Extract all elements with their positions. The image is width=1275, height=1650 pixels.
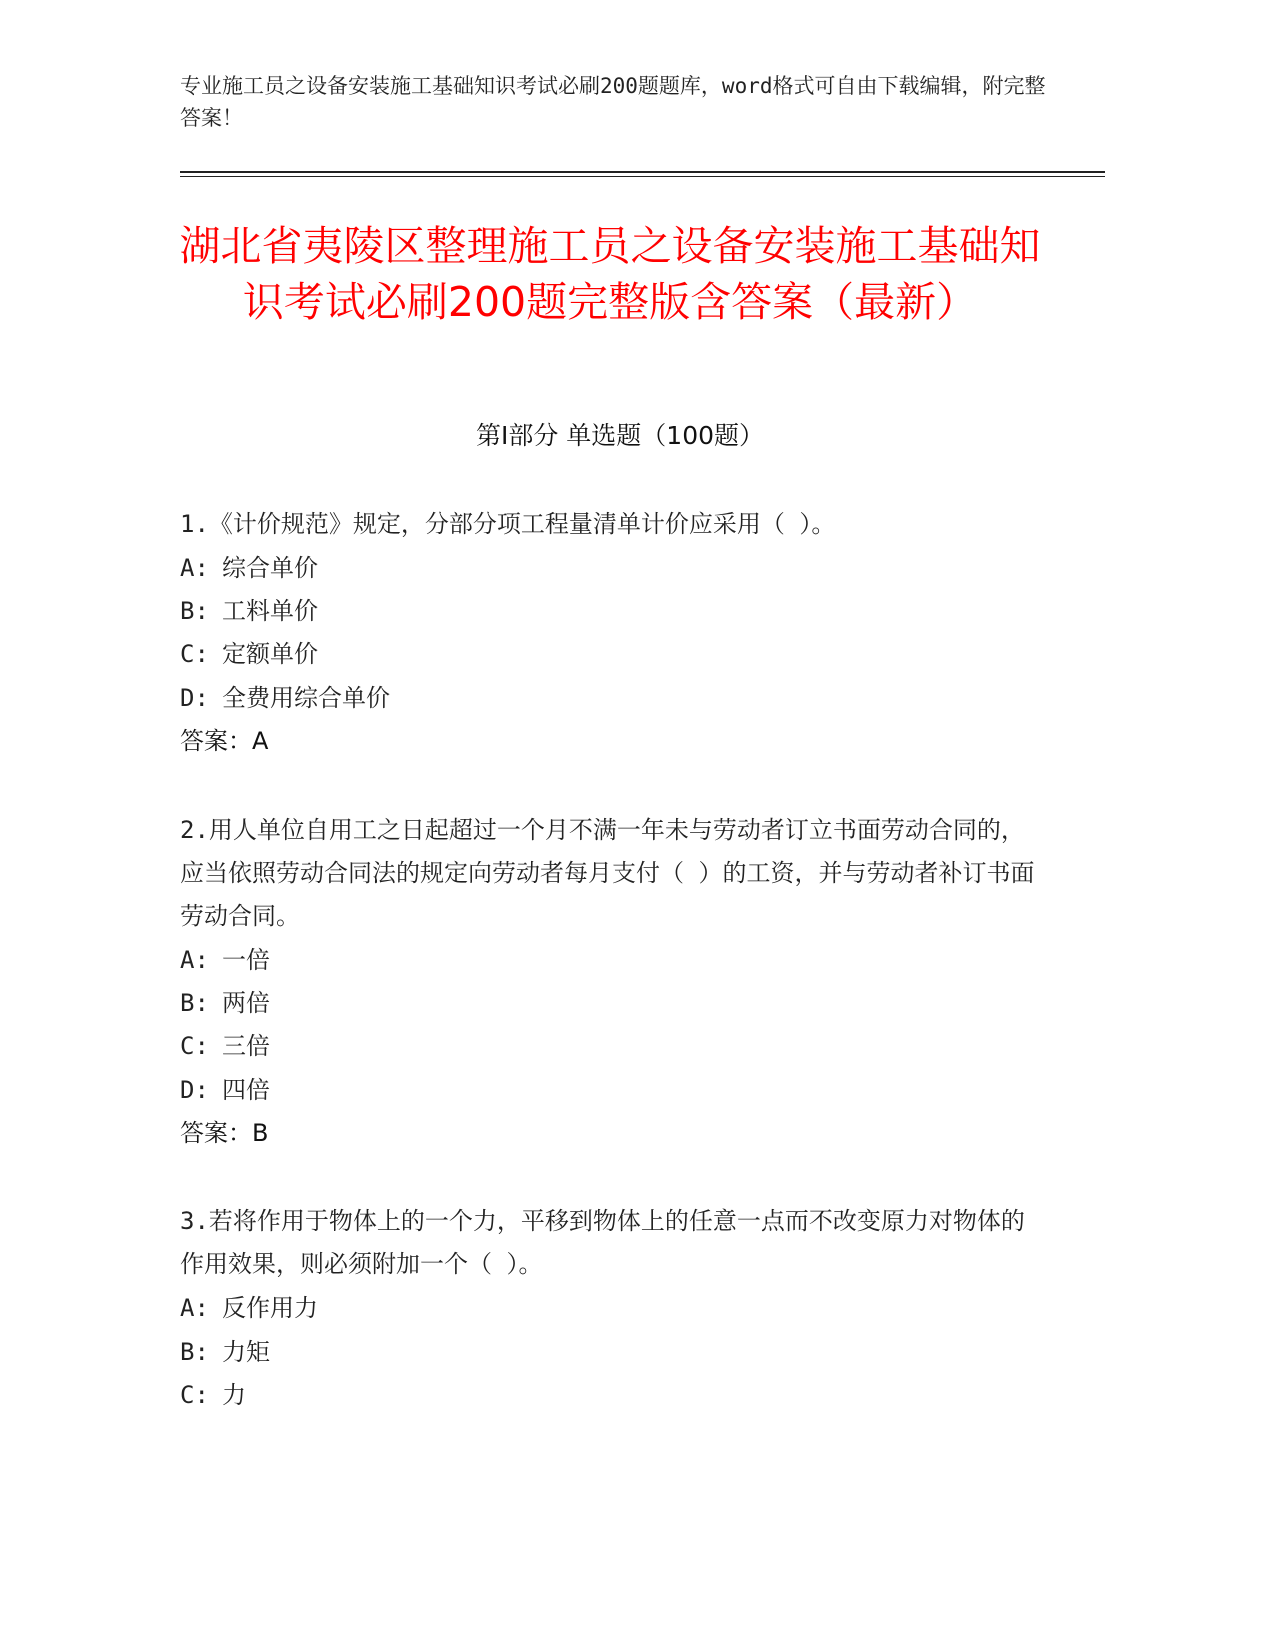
question-text: 3.若将作用于物体上的一个力，平移到物体上的任意一点而不改变原力对物体的作用效果，则必须附加一个（ ）。 xyxy=(180,1207,1025,1278)
option-letter: A: xyxy=(180,946,209,974)
option-text: 综合单价 xyxy=(222,554,318,582)
option-b xyxy=(180,982,1040,1025)
option-letter: A: xyxy=(180,1294,209,1322)
option-text: 工料单价 xyxy=(222,597,318,625)
option-letter: B: xyxy=(180,989,209,1017)
option-text: 四倍 xyxy=(222,1076,270,1104)
section-title: 第Ⅰ部分 单选题（100题） xyxy=(475,421,765,450)
option-b xyxy=(180,1331,1040,1374)
option-d xyxy=(180,1069,1040,1112)
answer: 答案：B xyxy=(180,1119,269,1147)
option-text: 定额单价 xyxy=(222,640,318,668)
header-divider-thick xyxy=(180,171,1105,173)
option-a xyxy=(180,939,1040,982)
option-letter: D: xyxy=(180,1076,209,1104)
header-divider-thin xyxy=(180,176,1105,177)
option-text: 全费用综合单价 xyxy=(222,684,390,712)
question-text: 2.用人单位自用工之日起超过一个月不满一年未与劳动者订立书面劳动合同的，应当依照劳动合同法的规定向劳动者每月支付（ ）的工资，并与劳动者补订书面劳动合同。 xyxy=(180,816,1035,930)
option-text: 力矩 xyxy=(222,1338,270,1366)
option-letter: C: xyxy=(180,1032,209,1060)
option-text: 一倍 xyxy=(222,946,270,974)
option-text: 两倍 xyxy=(222,989,270,1017)
option-letter: B: xyxy=(180,597,209,625)
option-c xyxy=(180,633,1040,676)
answer: 答案：A xyxy=(180,727,269,755)
header-note: 专业施工员之设备安装施工基础知识考试必刷200题题库，word格式可自由下载编辑，附完整答案！ xyxy=(180,74,1046,130)
option-letter: C: xyxy=(180,1381,209,1409)
option-a xyxy=(180,547,1040,590)
option-letter: A: xyxy=(180,554,209,582)
document-title: 湖北省夷陵区整理施工员之设备安装施工基础知识考试必刷200题完整版含答案（最新） xyxy=(179,222,1041,326)
option-text: 反作用力 xyxy=(222,1294,318,1322)
option-text: 力 xyxy=(222,1381,246,1409)
option-b xyxy=(180,590,1040,633)
option-text: 三倍 xyxy=(222,1032,270,1060)
option-letter: C: xyxy=(180,640,209,668)
option-c xyxy=(180,1374,1040,1417)
option-c xyxy=(180,1025,1040,1068)
question-text: 1.《计价规范》规定，分部分项工程量清单计价应采用（ ）。 xyxy=(180,510,836,538)
option-d xyxy=(180,677,1040,720)
option-a xyxy=(180,1287,1040,1330)
option-letter: B: xyxy=(180,1338,209,1366)
option-letter: D: xyxy=(180,684,209,712)
